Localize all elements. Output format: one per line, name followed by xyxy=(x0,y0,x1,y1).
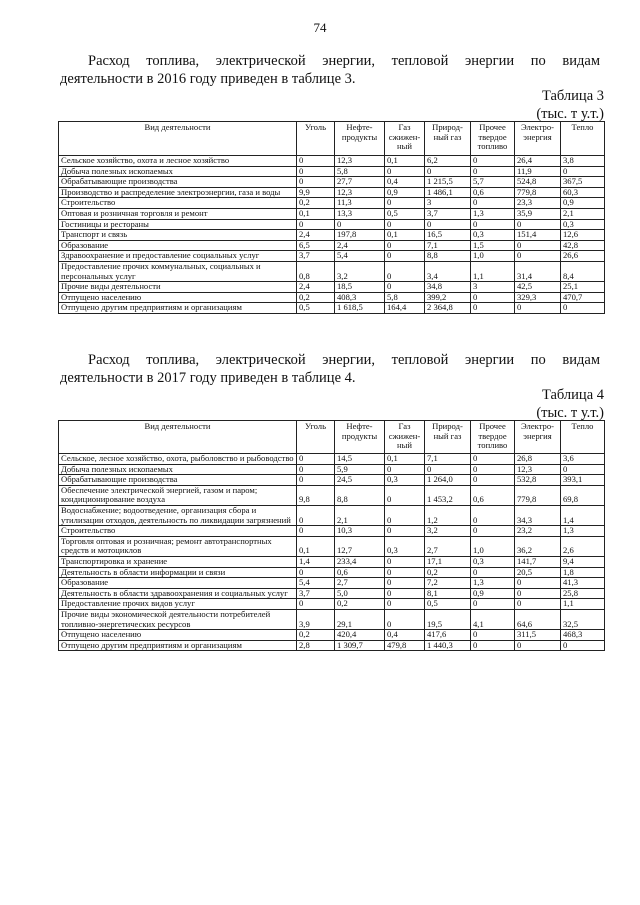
value-cell: 25,8 xyxy=(561,588,605,599)
value-cell: 10,3 xyxy=(335,526,385,537)
value-cell: 0 xyxy=(385,282,425,293)
value-cell: 5,0 xyxy=(335,588,385,599)
value-cell: 393,1 xyxy=(561,475,605,486)
value-cell: 69,8 xyxy=(561,485,605,505)
activity-cell: Деятельность в области информации и связи xyxy=(59,567,297,578)
value-cell: 0,5 xyxy=(297,303,335,314)
value-cell: 0 xyxy=(335,219,385,230)
table-row xyxy=(59,536,605,556)
paragraph-2016-line2: деятельности в 2016 году приведен в таблице 3. xyxy=(60,71,356,87)
value-cell: 14,5 xyxy=(335,454,385,465)
value-cell: 1,2 xyxy=(425,505,471,525)
activity-cell: Отпущено населению xyxy=(59,292,297,303)
table-row xyxy=(59,240,605,251)
value-cell: 18,5 xyxy=(335,282,385,293)
value-cell: 1 618,5 xyxy=(335,303,385,314)
value-cell: 1,1 xyxy=(561,599,605,610)
value-cell: 151,4 xyxy=(515,230,561,241)
value-cell: 2,6 xyxy=(561,536,605,556)
value-cell: 0,6 xyxy=(471,485,515,505)
value-cell: 0 xyxy=(471,599,515,610)
value-cell: 7,2 xyxy=(425,578,471,589)
value-cell: 12,7 xyxy=(335,536,385,556)
value-cell: 1 440,3 xyxy=(425,640,471,651)
value-cell: 25,1 xyxy=(561,282,605,293)
value-cell: 31,4 xyxy=(515,261,561,281)
value-cell: 34,3 xyxy=(515,505,561,525)
paragraph-2016 xyxy=(60,52,600,88)
table-2017 xyxy=(58,420,605,651)
value-cell: 35,9 xyxy=(515,208,561,219)
value-cell: 0 xyxy=(297,599,335,610)
activity-cell: Производство и распределение электроэнергии, газа и воды xyxy=(59,187,297,198)
value-cell: 0 xyxy=(297,475,335,486)
value-cell: 0 xyxy=(471,454,515,465)
value-cell: 0 xyxy=(385,240,425,251)
value-cell: 2 364,8 xyxy=(425,303,471,314)
column-header: Электро-энергия xyxy=(515,122,561,156)
value-cell: 0 xyxy=(561,464,605,475)
table-row xyxy=(59,630,605,641)
value-cell: 29,1 xyxy=(335,609,385,629)
table-row xyxy=(59,187,605,198)
value-cell: 0,1 xyxy=(385,454,425,465)
value-cell: 0,1 xyxy=(385,156,425,167)
value-cell: 3,6 xyxy=(561,454,605,465)
value-cell: 26,8 xyxy=(515,454,561,465)
activity-cell: Прочие виды деятельности xyxy=(59,282,297,293)
value-cell: 141,7 xyxy=(515,556,561,567)
activity-cell: Добыча полезных ископаемых xyxy=(59,166,297,177)
activity-cell: Строительство xyxy=(59,526,297,537)
value-cell: 0 xyxy=(385,166,425,177)
value-cell: 0 xyxy=(385,578,425,589)
value-cell: 0 xyxy=(297,567,335,578)
value-cell: 9,4 xyxy=(561,556,605,567)
value-cell: 0,1 xyxy=(297,208,335,219)
value-cell: 0 xyxy=(297,156,335,167)
value-cell: 233,4 xyxy=(335,556,385,567)
table-row xyxy=(59,282,605,293)
activity-cell: Отпущено другим предприятиям и организациям xyxy=(59,640,297,651)
value-cell: 8,1 xyxy=(425,588,471,599)
column-header: Прочее твердое топливо xyxy=(471,421,515,454)
value-cell: 19,5 xyxy=(425,609,471,629)
value-cell: 0 xyxy=(515,578,561,589)
table-row xyxy=(59,261,605,281)
table-row xyxy=(59,609,605,629)
table-row xyxy=(59,166,605,177)
column-header: Вид деятельности xyxy=(59,421,297,454)
value-cell: 64,6 xyxy=(515,609,561,629)
value-cell: 0 xyxy=(385,609,425,629)
value-cell: 0,9 xyxy=(385,187,425,198)
value-cell: 420,4 xyxy=(335,630,385,641)
value-cell: 779,8 xyxy=(515,485,561,505)
paragraph-2017-line2: деятельности в 2017 году приведен в таблице 4. xyxy=(60,370,356,386)
value-cell: 11,9 xyxy=(515,166,561,177)
value-cell: 42,5 xyxy=(515,282,561,293)
value-cell: 3,4 xyxy=(425,261,471,281)
activity-cell: Отпущено населению xyxy=(59,630,297,641)
table-2016 xyxy=(58,121,605,314)
value-cell: 0 xyxy=(471,198,515,209)
value-cell: 0 xyxy=(561,303,605,314)
activity-cell: Прочие виды экономической деятельности потребителей топливно-энергетических ресурсов xyxy=(59,609,297,629)
value-cell: 0 xyxy=(515,303,561,314)
value-cell: 0 xyxy=(471,303,515,314)
value-cell: 42,8 xyxy=(561,240,605,251)
activity-cell: Обеспечение электрической энергией, газом и паром; кондиционирование воздуха xyxy=(59,485,297,505)
value-cell: 0 xyxy=(515,240,561,251)
value-cell: 0 xyxy=(471,464,515,475)
table-row xyxy=(59,177,605,188)
value-cell: 367,5 xyxy=(561,177,605,188)
table-row xyxy=(59,475,605,486)
value-cell: 1,0 xyxy=(471,251,515,262)
table-header-row xyxy=(59,122,605,156)
value-cell: 3 xyxy=(425,198,471,209)
value-cell: 12,3 xyxy=(335,187,385,198)
value-cell: 532,8 xyxy=(515,475,561,486)
table-row xyxy=(59,505,605,525)
value-cell: 2,7 xyxy=(425,536,471,556)
value-cell: 1,3 xyxy=(471,578,515,589)
value-cell: 2,8 xyxy=(297,640,335,651)
value-cell: 417,6 xyxy=(425,630,471,641)
value-cell: 26,4 xyxy=(515,156,561,167)
value-cell: 4,1 xyxy=(471,609,515,629)
table-row xyxy=(59,208,605,219)
value-cell: 3 xyxy=(471,282,515,293)
value-cell: 60,3 xyxy=(561,187,605,198)
value-cell: 1,4 xyxy=(297,556,335,567)
value-cell: 2,1 xyxy=(335,505,385,525)
value-cell: 0 xyxy=(425,464,471,475)
value-cell: 5,4 xyxy=(297,578,335,589)
value-cell: 0 xyxy=(297,454,335,465)
value-cell: 0,3 xyxy=(561,219,605,230)
value-cell: 0 xyxy=(471,526,515,537)
table-row xyxy=(59,454,605,465)
value-cell: 6,5 xyxy=(297,240,335,251)
activity-cell: Водоснабжение; водоотведение, организация сбора и утилизации отходов, деятельность по ликвидации загрязнений xyxy=(59,505,297,525)
table-row xyxy=(59,578,605,589)
value-cell: 0,8 xyxy=(297,261,335,281)
table-row xyxy=(59,588,605,599)
value-cell: 0,3 xyxy=(385,475,425,486)
activity-cell: Сельское, лесное хозяйство, охота, рыболовство и рыбоводство xyxy=(59,454,297,465)
value-cell: 0 xyxy=(471,567,515,578)
value-cell: 8,8 xyxy=(425,251,471,262)
value-cell: 408,3 xyxy=(335,292,385,303)
value-cell: 0 xyxy=(515,251,561,262)
value-cell: 399,2 xyxy=(425,292,471,303)
value-cell: 2,4 xyxy=(335,240,385,251)
value-cell: 3,7 xyxy=(425,208,471,219)
value-cell: 0 xyxy=(471,166,515,177)
value-cell: 2,7 xyxy=(335,578,385,589)
value-cell: 0 xyxy=(385,464,425,475)
value-cell: 0,9 xyxy=(471,588,515,599)
table-row xyxy=(59,599,605,610)
value-cell: 311,5 xyxy=(515,630,561,641)
activity-cell: Строительство xyxy=(59,198,297,209)
activity-cell: Обрабатывающие производства xyxy=(59,475,297,486)
value-cell: 197,8 xyxy=(335,230,385,241)
value-cell: 3,7 xyxy=(297,588,335,599)
value-cell: 1,0 xyxy=(471,536,515,556)
value-cell: 0 xyxy=(471,292,515,303)
column-header: Газ сжижен-ный xyxy=(385,122,425,156)
value-cell: 2,4 xyxy=(297,282,335,293)
value-cell: 23,3 xyxy=(515,198,561,209)
table-row xyxy=(59,219,605,230)
value-cell: 0,1 xyxy=(297,536,335,556)
value-cell: 2,4 xyxy=(297,230,335,241)
activity-cell: Предоставление прочих коммунальных, социальных и персональных услуг xyxy=(59,261,297,281)
column-header: Прочее твердое топливо xyxy=(471,122,515,156)
table-row xyxy=(59,567,605,578)
table-row xyxy=(59,485,605,505)
value-cell: 0,3 xyxy=(471,556,515,567)
value-cell: 6,2 xyxy=(425,156,471,167)
table4-caption xyxy=(536,386,604,422)
value-cell: 1 264,0 xyxy=(425,475,471,486)
value-cell: 0,2 xyxy=(425,567,471,578)
table3-unit: (тыс. т у.т.) xyxy=(536,106,604,122)
value-cell: 0,6 xyxy=(471,187,515,198)
value-cell: 1,5 xyxy=(471,240,515,251)
table-row xyxy=(59,156,605,167)
value-cell: 1,4 xyxy=(561,505,605,525)
value-cell: 0 xyxy=(515,599,561,610)
value-cell: 0 xyxy=(425,166,471,177)
table-row xyxy=(59,303,605,314)
value-cell: 8,4 xyxy=(561,261,605,281)
value-cell: 0 xyxy=(471,505,515,525)
value-cell: 1,3 xyxy=(471,208,515,219)
value-cell: 0 xyxy=(385,567,425,578)
value-cell: 470,7 xyxy=(561,292,605,303)
value-cell: 0 xyxy=(385,505,425,525)
value-cell: 0,2 xyxy=(297,630,335,641)
value-cell: 9,9 xyxy=(297,187,335,198)
column-header: Уголь xyxy=(297,122,335,156)
value-cell: 27,7 xyxy=(335,177,385,188)
value-cell: 0 xyxy=(297,219,335,230)
value-cell: 3,7 xyxy=(297,251,335,262)
value-cell: 0 xyxy=(385,526,425,537)
table-row xyxy=(59,464,605,475)
activity-cell: Здравоохранение и предоставление социальных услуг xyxy=(59,251,297,262)
value-cell: 11,3 xyxy=(335,198,385,209)
value-cell: 0 xyxy=(297,505,335,525)
value-cell: 26,6 xyxy=(561,251,605,262)
table-row xyxy=(59,556,605,567)
column-header: Нефте-продукты xyxy=(335,122,385,156)
value-cell: 0 xyxy=(385,599,425,610)
paragraph-2017-line1: Расход топлива, электрической энергии, тепловой энергии по видам xyxy=(88,352,600,368)
table-row xyxy=(59,198,605,209)
value-cell: 3,2 xyxy=(425,526,471,537)
value-cell: 0 xyxy=(385,198,425,209)
value-cell: 0,4 xyxy=(385,630,425,641)
column-header: Газ сжижен-ный xyxy=(385,421,425,454)
value-cell: 7,1 xyxy=(425,454,471,465)
activity-cell: Транспортировка и хранение xyxy=(59,556,297,567)
value-cell: 1,3 xyxy=(561,526,605,537)
value-cell: 1,8 xyxy=(561,567,605,578)
table3-title: Таблица 3 xyxy=(541,88,604,104)
value-cell: 0 xyxy=(425,219,471,230)
value-cell: 0 xyxy=(515,219,561,230)
value-cell: 0 xyxy=(297,464,335,475)
value-cell: 0 xyxy=(561,166,605,177)
page-number: 74 xyxy=(313,20,327,35)
table4-title: Таблица 4 xyxy=(541,387,604,403)
value-cell: 1 453,2 xyxy=(425,485,471,505)
table-row xyxy=(59,640,605,651)
value-cell: 0 xyxy=(471,630,515,641)
table-row xyxy=(59,230,605,241)
value-cell: 23,2 xyxy=(515,526,561,537)
value-cell: 0 xyxy=(385,219,425,230)
paragraph-2017 xyxy=(60,351,600,387)
value-cell: 3,8 xyxy=(561,156,605,167)
value-cell: 13,3 xyxy=(335,208,385,219)
value-cell: 0,9 xyxy=(561,198,605,209)
value-cell: 9,8 xyxy=(297,485,335,505)
value-cell: 3,2 xyxy=(335,261,385,281)
value-cell: 479,8 xyxy=(385,640,425,651)
value-cell: 0 xyxy=(297,166,335,177)
value-cell: 12,3 xyxy=(515,464,561,475)
table-row xyxy=(59,251,605,262)
activity-cell: Образование xyxy=(59,240,297,251)
value-cell: 0 xyxy=(385,556,425,567)
value-cell: 17,1 xyxy=(425,556,471,567)
column-header: Нефте-продукты xyxy=(335,421,385,454)
column-header: Природ-ный газ xyxy=(425,421,471,454)
paragraph-2016-line1: Расход топлива, электрической энергии, тепловой энергии по видам xyxy=(88,53,600,69)
value-cell: 5,7 xyxy=(471,177,515,188)
value-cell: 41,3 xyxy=(561,578,605,589)
value-cell: 0 xyxy=(385,251,425,262)
activity-cell: Отпущено другим предприятиям и организациям xyxy=(59,303,297,314)
activity-cell: Сельское хозяйство, охота и лесное хозяйство xyxy=(59,156,297,167)
value-cell: 779,8 xyxy=(515,187,561,198)
value-cell: 0,5 xyxy=(425,599,471,610)
value-cell: 0 xyxy=(515,588,561,599)
activity-cell: Торговля оптовая и розничная; ремонт автотранспортных средств и мотоциклов xyxy=(59,536,297,556)
value-cell: 32,5 xyxy=(561,609,605,629)
column-header: Тепло xyxy=(561,122,605,156)
table-row xyxy=(59,526,605,537)
value-cell: 329,3 xyxy=(515,292,561,303)
value-cell: 1,1 xyxy=(471,261,515,281)
value-cell: 7,1 xyxy=(425,240,471,251)
activity-cell: Оптовая и розничная торговля и ремонт xyxy=(59,208,297,219)
value-cell: 0 xyxy=(471,640,515,651)
activity-cell: Деятельность в области здравоохранения и социальных услуг xyxy=(59,588,297,599)
activity-cell: Обрабатывающие производства xyxy=(59,177,297,188)
value-cell: 0 xyxy=(385,485,425,505)
value-cell: 34,8 xyxy=(425,282,471,293)
value-cell: 524,8 xyxy=(515,177,561,188)
table-row xyxy=(59,292,605,303)
value-cell: 0,2 xyxy=(297,198,335,209)
value-cell: 5,8 xyxy=(335,166,385,177)
value-cell: 20,5 xyxy=(515,567,561,578)
value-cell: 0,4 xyxy=(385,177,425,188)
value-cell: 0,1 xyxy=(385,230,425,241)
value-cell: 8,8 xyxy=(335,485,385,505)
value-cell: 0,6 xyxy=(335,567,385,578)
value-cell: 0 xyxy=(471,475,515,486)
value-cell: 1 215,5 xyxy=(425,177,471,188)
value-cell: 12,3 xyxy=(335,156,385,167)
activity-cell: Добыча полезных ископаемых xyxy=(59,464,297,475)
value-cell: 0 xyxy=(297,177,335,188)
value-cell: 0 xyxy=(561,640,605,651)
column-header: Вид деятельности xyxy=(59,122,297,156)
activity-cell: Транспорт и связь xyxy=(59,230,297,241)
value-cell: 164,4 xyxy=(385,303,425,314)
value-cell: 5,8 xyxy=(385,292,425,303)
value-cell: 0 xyxy=(385,588,425,599)
value-cell: 3,9 xyxy=(297,609,335,629)
value-cell: 0 xyxy=(385,261,425,281)
value-cell: 0 xyxy=(297,526,335,537)
value-cell: 0,3 xyxy=(471,230,515,241)
value-cell: 1 486,1 xyxy=(425,187,471,198)
value-cell: 5,4 xyxy=(335,251,385,262)
value-cell: 36,2 xyxy=(515,536,561,556)
value-cell: 16,5 xyxy=(425,230,471,241)
activity-cell: Образование xyxy=(59,578,297,589)
value-cell: 1 309,7 xyxy=(335,640,385,651)
value-cell: 0 xyxy=(471,219,515,230)
table3-caption xyxy=(536,87,604,123)
value-cell: 0,5 xyxy=(385,208,425,219)
column-header: Уголь xyxy=(297,421,335,454)
value-cell: 468,3 xyxy=(561,630,605,641)
table-header-row xyxy=(59,421,605,454)
table4-unit: (тыс. т у.т.) xyxy=(536,405,604,421)
column-header: Природ-ный газ xyxy=(425,122,471,156)
value-cell: 0,3 xyxy=(385,536,425,556)
value-cell: 0,2 xyxy=(335,599,385,610)
value-cell: 5,9 xyxy=(335,464,385,475)
value-cell: 12,6 xyxy=(561,230,605,241)
value-cell: 0 xyxy=(515,640,561,651)
column-header: Тепло xyxy=(561,421,605,454)
value-cell: 2,1 xyxy=(561,208,605,219)
column-header: Электро-энергия xyxy=(515,421,561,454)
value-cell: 0 xyxy=(471,156,515,167)
activity-cell: Гостиницы и рестораны xyxy=(59,219,297,230)
value-cell: 24,5 xyxy=(335,475,385,486)
activity-cell: Предоставление прочих видов услуг xyxy=(59,599,297,610)
value-cell: 0,2 xyxy=(297,292,335,303)
